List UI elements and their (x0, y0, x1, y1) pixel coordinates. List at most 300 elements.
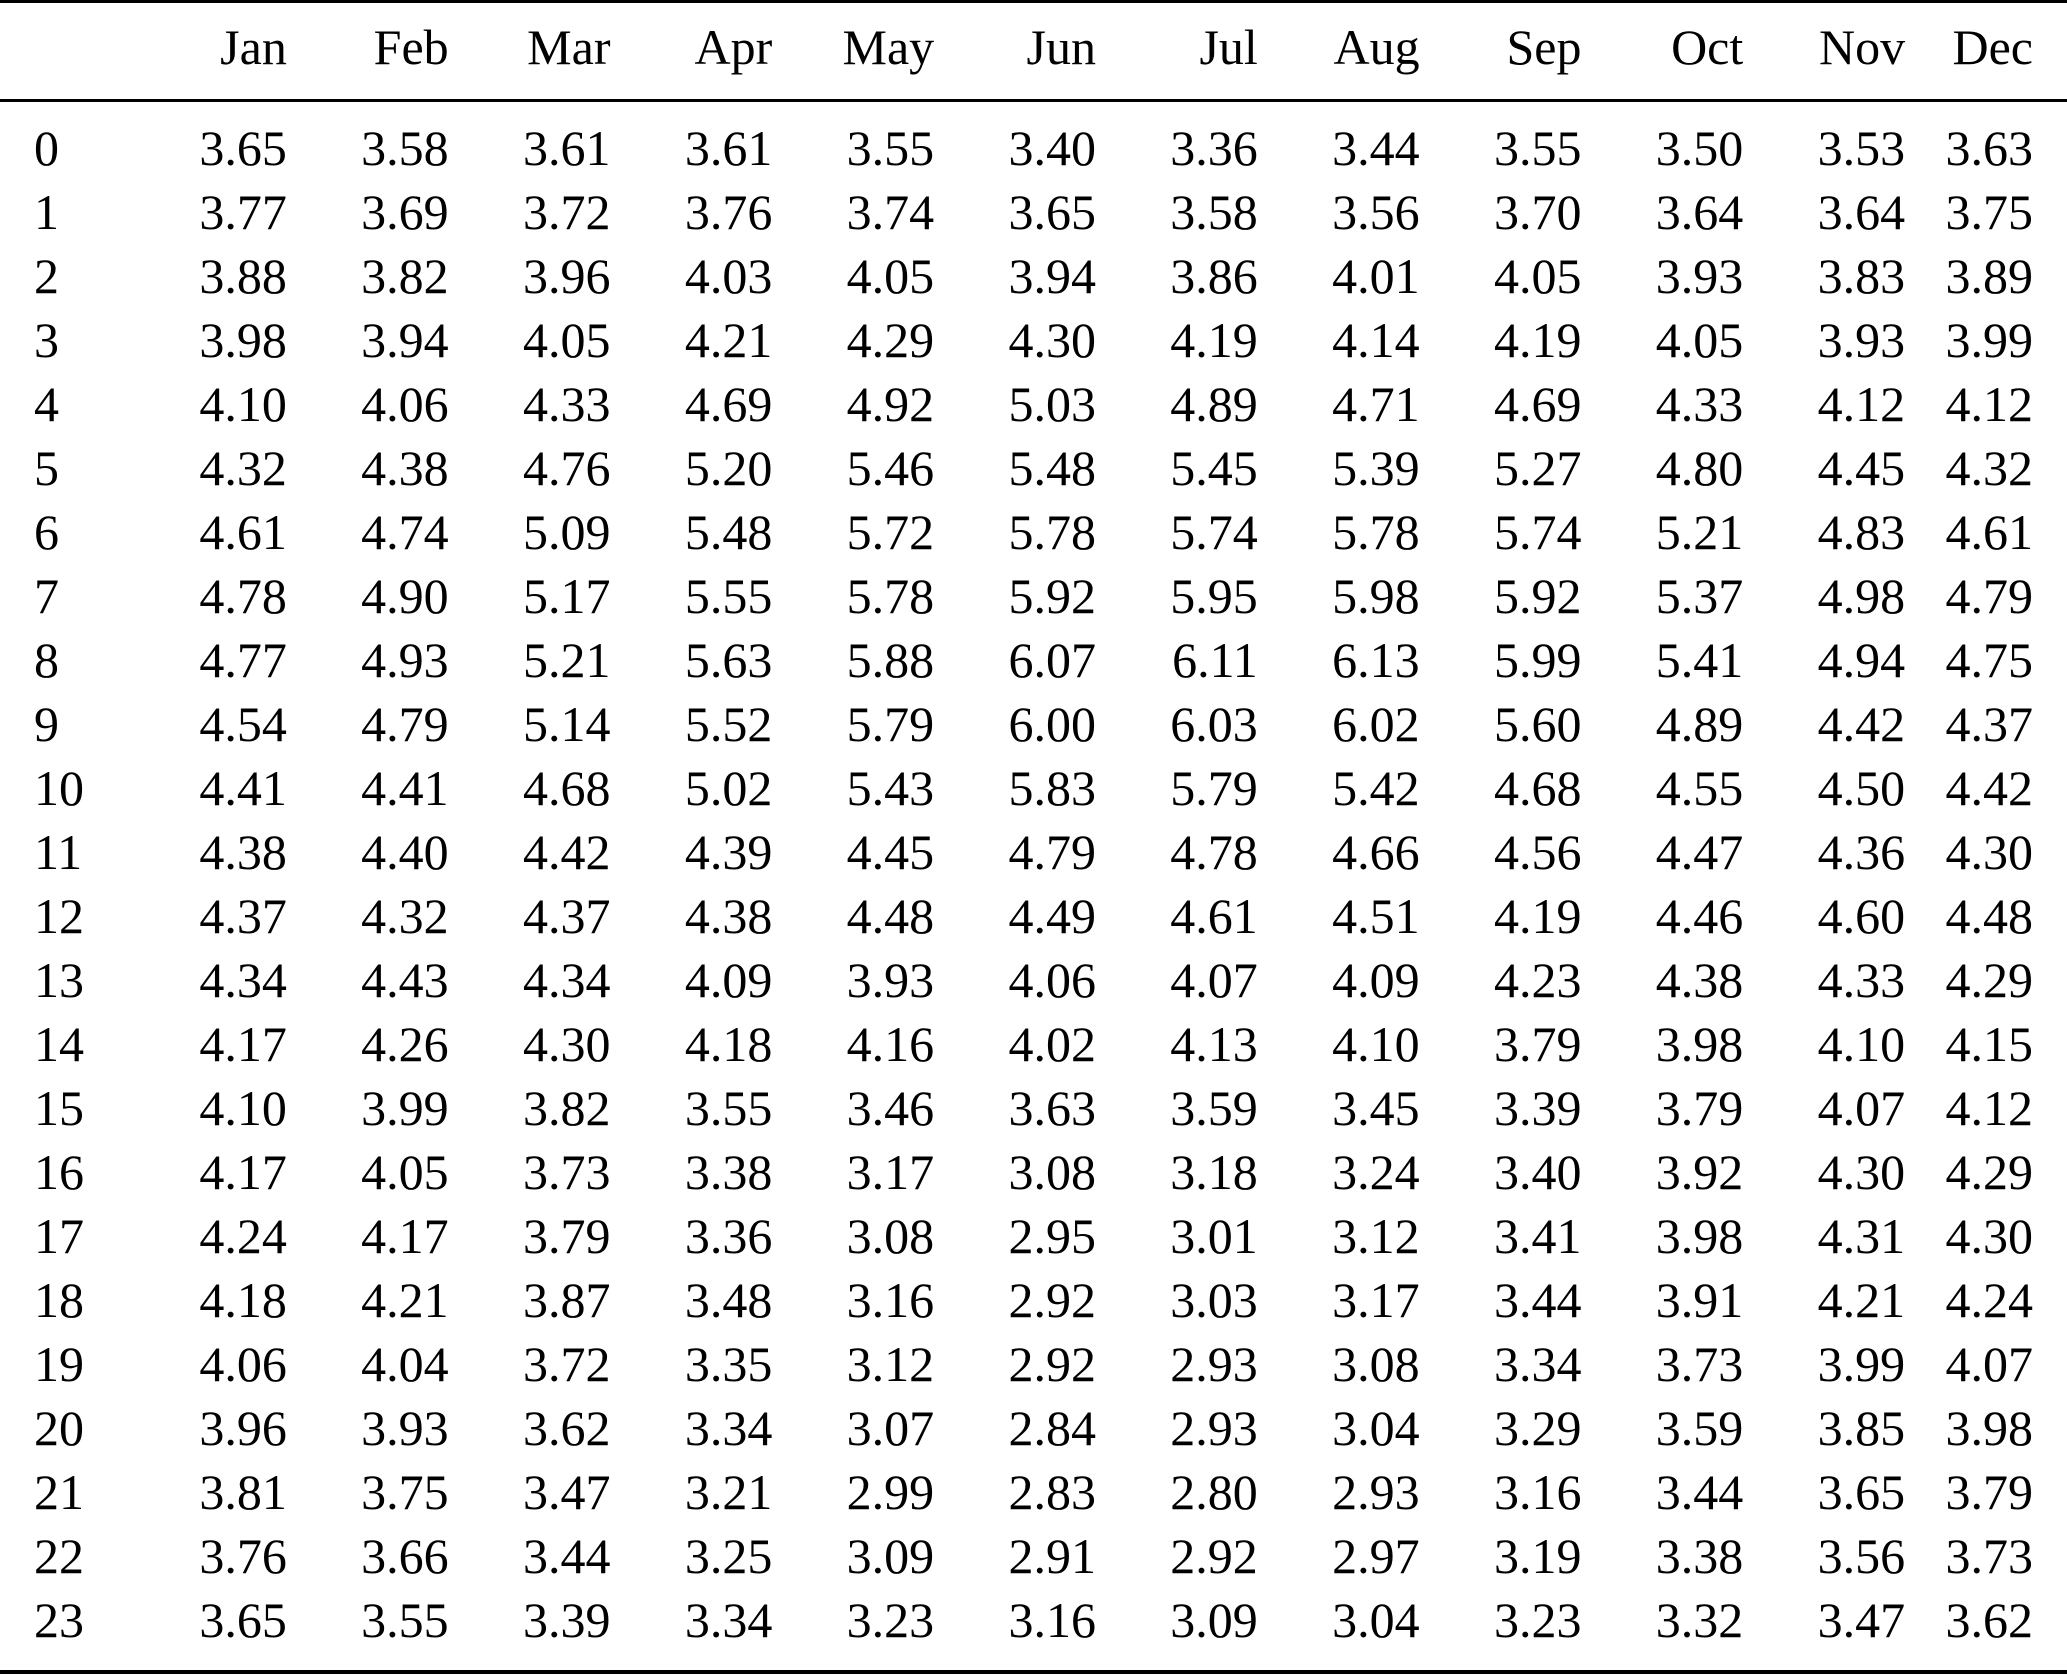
table-cell: 4.42 (1945, 760, 2033, 816)
table-cell: 4.10 (1332, 1016, 1420, 1072)
table-cell: 4.32 (199, 440, 287, 496)
table-cell: 4.07 (1945, 1336, 2033, 1392)
table-cell: 4.06 (1008, 952, 1096, 1008)
table-cell: 4.94 (1817, 632, 1906, 688)
row-label: 23 (34, 1592, 84, 1648)
table-cell: 4.98 (1817, 568, 1906, 624)
table-cell: 3.40 (1493, 1144, 1582, 1200)
table-cell: 3.18 (1170, 1144, 1258, 1200)
table-row (0, 756, 2067, 820)
column-header: Oct (1671, 18, 1744, 75)
table-row (0, 1396, 2067, 1460)
table-cell: 3.23 (1493, 1592, 1582, 1648)
table-cell: 4.51 (1332, 888, 1420, 944)
table-cell: 3.34 (1493, 1336, 1582, 1392)
table-cell: 4.46 (1655, 888, 1744, 944)
table-cell: 3.61 (684, 120, 773, 176)
table-cell: 3.23 (846, 1592, 935, 1648)
table-cell: 4.39 (684, 824, 773, 880)
table-cell: 2.99 (846, 1464, 935, 1520)
table-cell: 3.72 (522, 1336, 611, 1392)
table-cell: 3.09 (846, 1528, 935, 1584)
table-cell: 4.55 (1655, 760, 1744, 816)
table-cell: 4.02 (1008, 1016, 1096, 1072)
table-cell: 3.73 (1655, 1336, 1744, 1392)
table-cell: 3.40 (1008, 120, 1096, 176)
table-cell: 2.93 (1170, 1400, 1258, 1456)
table-cell: 5.72 (846, 504, 935, 560)
table-cell: 4.61 (199, 504, 287, 560)
column-header: Jun (1026, 18, 1096, 75)
table-cell: 2.84 (1008, 1400, 1096, 1456)
table-cell: 3.47 (1817, 1592, 1906, 1648)
table-cell: 4.48 (846, 888, 935, 944)
table-cell: 4.66 (1332, 824, 1420, 880)
table-cell: 4.07 (1170, 952, 1258, 1008)
table-cell: 3.47 (522, 1464, 611, 1520)
table-row (0, 500, 2067, 564)
table-cell: 4.06 (361, 376, 449, 432)
table-cell: 3.96 (522, 248, 611, 304)
column-header: Nov (1819, 18, 1906, 75)
table-cell: 3.61 (522, 120, 611, 176)
table-cell: 3.98 (1945, 1400, 2033, 1456)
table-cell: 3.55 (1493, 120, 1582, 176)
table-row (0, 628, 2067, 692)
table-cell: 3.82 (522, 1080, 611, 1136)
row-label: 11 (34, 824, 83, 880)
table-cell: 5.79 (846, 696, 935, 752)
table-cell: 3.17 (846, 1144, 935, 1200)
table-cell: 3.65 (199, 120, 287, 176)
table-cell: 3.19 (1493, 1528, 1582, 1584)
table-cell: 3.65 (199, 1592, 287, 1648)
table-cell: 4.49 (1008, 888, 1096, 944)
table-cell: 3.04 (1332, 1592, 1420, 1648)
table-cell: 3.16 (1008, 1592, 1096, 1648)
row-label: 18 (34, 1272, 84, 1328)
table-cell: 3.34 (684, 1400, 773, 1456)
table-cell: 4.79 (361, 696, 449, 752)
table-cell: 5.20 (684, 440, 773, 496)
table-cell: 4.32 (361, 888, 449, 944)
table-cell: 4.37 (522, 888, 611, 944)
table-cell: 4.31 (1817, 1208, 1906, 1264)
row-label: 4 (34, 376, 59, 432)
table-cell: 3.07 (846, 1400, 935, 1456)
table-cell: 3.44 (1655, 1464, 1744, 1520)
table-cell: 4.41 (199, 760, 287, 816)
table-cell: 3.50 (1655, 120, 1744, 176)
table-cell: 3.82 (361, 248, 449, 304)
table-cell: 4.10 (199, 376, 287, 432)
table-cell: 3.36 (684, 1208, 773, 1264)
table-cell: 5.99 (1493, 632, 1582, 688)
table-cell: 3.72 (522, 184, 611, 240)
row-label: 15 (34, 1080, 84, 1136)
table-row (0, 884, 2067, 948)
row-label: 10 (34, 760, 84, 816)
table-cell: 3.93 (361, 1400, 449, 1456)
table-cell: 4.10 (199, 1080, 287, 1136)
table-cell: 3.69 (361, 184, 449, 240)
table-cell: 3.29 (1493, 1400, 1582, 1456)
table-cell: 4.30 (1008, 312, 1096, 368)
table-cell: 3.93 (1655, 248, 1744, 304)
table-cell: 4.79 (1945, 568, 2033, 624)
table-cell: 4.76 (522, 440, 611, 496)
table-cell: 3.03 (1170, 1272, 1258, 1328)
table-cell: 5.79 (1170, 760, 1258, 816)
table-cell: 4.74 (361, 504, 449, 560)
table-cell: 4.34 (522, 952, 611, 1008)
table-cell: 3.93 (1817, 312, 1906, 368)
table-cell: 4.33 (1817, 952, 1906, 1008)
table-cell: 4.29 (846, 312, 935, 368)
table-cell: 4.33 (1655, 376, 1744, 432)
table-cell: 3.86 (1170, 248, 1258, 304)
table-cell: 4.42 (522, 824, 611, 880)
table-cell: 4.79 (1008, 824, 1096, 880)
row-label: 21 (34, 1464, 84, 1520)
table-cell: 3.73 (522, 1144, 611, 1200)
table-cell: 3.55 (361, 1592, 449, 1648)
table-cell: 4.40 (361, 824, 449, 880)
table-cell: 3.16 (846, 1272, 935, 1328)
table-cell: 3.75 (361, 1464, 449, 1520)
table-cell: 3.56 (1332, 184, 1420, 240)
table-cell: 4.12 (1817, 376, 1906, 432)
table-cell: 3.59 (1170, 1080, 1258, 1136)
table-cell: 5.78 (1332, 504, 1420, 560)
table-cell: 2.83 (1008, 1464, 1096, 1520)
table-cell: 4.89 (1655, 696, 1744, 752)
table-cell: 4.09 (1332, 952, 1420, 1008)
row-label: 0 (34, 120, 59, 176)
table-cell: 3.79 (1945, 1464, 2033, 1520)
table-cell: 3.79 (522, 1208, 611, 1264)
table-cell: 3.08 (1008, 1144, 1096, 1200)
table-cell: 4.83 (1817, 504, 1906, 560)
table-cell: 3.63 (1008, 1080, 1096, 1136)
table-cell: 4.18 (684, 1016, 773, 1072)
table-cell: 3.38 (684, 1144, 773, 1200)
table-cell: 4.50 (1817, 760, 1906, 816)
table-cell: 4.38 (684, 888, 773, 944)
table-cell: 4.05 (361, 1144, 449, 1200)
table-cell: 3.98 (1655, 1016, 1744, 1072)
table-cell: 4.68 (1493, 760, 1582, 816)
table-cell: 3.55 (684, 1080, 773, 1136)
row-label: 20 (34, 1400, 84, 1456)
table-cell: 3.87 (522, 1272, 611, 1328)
table-row (0, 180, 2067, 244)
table-cell: 3.88 (199, 248, 287, 304)
table-cell: 3.45 (1332, 1080, 1420, 1136)
table-cell: 4.05 (846, 248, 935, 304)
table-cell: 3.58 (1170, 184, 1258, 240)
table-cell: 5.27 (1493, 440, 1582, 496)
table-cell: 3.08 (1332, 1336, 1420, 1392)
table-cell: 4.10 (1817, 1016, 1906, 1072)
table-row (0, 1076, 2067, 1140)
table-cell: 4.30 (1817, 1144, 1906, 1200)
table-cell: 3.12 (846, 1336, 935, 1392)
table-cell: 3.94 (361, 312, 449, 368)
table-cell: 3.39 (522, 1592, 611, 1648)
table-cell: 5.92 (1008, 568, 1096, 624)
column-header: May (842, 18, 935, 75)
table-cell: 2.92 (1008, 1336, 1096, 1392)
table-cell: 4.37 (199, 888, 287, 944)
table-cell: 4.05 (1655, 312, 1744, 368)
table-cell: 4.34 (199, 952, 287, 1008)
row-label: 17 (34, 1208, 84, 1264)
column-header: Jul (1199, 18, 1258, 75)
table-cell: 4.06 (199, 1336, 287, 1392)
table-cell: 3.65 (1008, 184, 1096, 240)
table-cell: 4.03 (684, 248, 773, 304)
table-row (0, 1460, 2067, 1524)
table-cell: 3.48 (684, 1272, 773, 1328)
row-label: 1 (34, 184, 59, 240)
table-cell: 4.21 (684, 312, 773, 368)
table-cell: 3.79 (1493, 1016, 1582, 1072)
row-label: 13 (34, 952, 84, 1008)
table-cell: 3.16 (1493, 1464, 1582, 1520)
table-cell: 3.17 (1332, 1272, 1420, 1328)
table-cell: 4.37 (1945, 696, 2033, 752)
row-label: 9 (34, 696, 59, 752)
table-cell: 3.04 (1332, 1400, 1420, 1456)
table-cell: 2.92 (1008, 1272, 1096, 1328)
table-cell: 5.74 (1493, 504, 1582, 560)
table-row (0, 1588, 2067, 1652)
table-cell: 4.75 (1945, 632, 2033, 688)
row-label: 14 (34, 1016, 84, 1072)
table-cell: 5.48 (1008, 440, 1096, 496)
table-cell: 4.12 (1945, 376, 2033, 432)
table-cell: 4.30 (1945, 824, 2033, 880)
column-header: Feb (373, 18, 449, 75)
table-cell: 5.41 (1655, 632, 1744, 688)
table-cell: 3.98 (1655, 1208, 1744, 1264)
table-cell: 4.05 (522, 312, 611, 368)
row-label: 7 (34, 568, 59, 624)
table-cell: 5.74 (1170, 504, 1258, 560)
table-cell: 6.03 (1170, 696, 1258, 752)
table-cell: 5.88 (846, 632, 935, 688)
table-cell: 3.36 (1170, 120, 1258, 176)
table-cell: 5.02 (684, 760, 773, 816)
table-cell: 3.58 (361, 120, 449, 176)
table-cell: 6.00 (1008, 696, 1096, 752)
table-cell: 4.90 (361, 568, 449, 624)
table-row (0, 692, 2067, 756)
table-row (0, 308, 2067, 372)
table-row (0, 436, 2067, 500)
table-cell: 4.30 (1945, 1208, 2033, 1264)
table-row (0, 820, 2067, 884)
table-cell: 6.07 (1008, 632, 1096, 688)
table-cell: 3.73 (1945, 1528, 2033, 1584)
table-cell: 4.77 (199, 632, 287, 688)
table-cell: 5.78 (846, 568, 935, 624)
table-cell: 4.54 (199, 696, 287, 752)
table-cell: 5.43 (846, 760, 935, 816)
table-cell: 4.92 (846, 376, 935, 432)
table-cell: 3.98 (199, 312, 287, 368)
table-cell: 4.78 (199, 568, 287, 624)
row-label: 2 (34, 248, 59, 304)
table-cell: 5.92 (1493, 568, 1582, 624)
table-cell: 2.91 (1008, 1528, 1096, 1584)
table-body (0, 99, 2067, 1652)
table-cell: 5.45 (1170, 440, 1258, 496)
header-row (0, 0, 2067, 99)
table-cell: 3.34 (684, 1592, 773, 1648)
table-cell: 3.62 (522, 1400, 611, 1456)
column-header: Aug (1333, 18, 1420, 75)
table-row (0, 1204, 2067, 1268)
column-header: Mar (527, 18, 611, 75)
table-cell: 6.13 (1332, 632, 1420, 688)
table-cell: 4.24 (1945, 1272, 2033, 1328)
table-cell: 4.15 (1945, 1016, 2033, 1072)
table-cell: 5.14 (522, 696, 611, 752)
table-cell: 3.65 (1817, 1464, 1906, 1520)
table-cell: 5.98 (1332, 568, 1420, 624)
table-cell: 4.80 (1655, 440, 1744, 496)
table-row (0, 564, 2067, 628)
table-cell: 3.93 (846, 952, 935, 1008)
table-cell: 4.19 (1493, 888, 1582, 944)
table-cell: 4.45 (1817, 440, 1906, 496)
table-cell: 4.14 (1332, 312, 1420, 368)
table-cell: 4.21 (361, 1272, 449, 1328)
table-row (0, 1332, 2067, 1396)
column-header: Sep (1506, 18, 1582, 75)
table-cell: 4.19 (1170, 312, 1258, 368)
table-cell: 4.09 (684, 952, 773, 1008)
table-cell: 5.55 (684, 568, 773, 624)
table-cell: 4.60 (1817, 888, 1906, 944)
table-cell: 3.75 (1945, 184, 2033, 240)
table-cell: 6.11 (1172, 632, 1258, 688)
table-cell: 4.04 (361, 1336, 449, 1392)
table-cell: 3.41 (1493, 1208, 1582, 1264)
row-label: 12 (34, 888, 84, 944)
table-cell: 4.17 (199, 1016, 287, 1072)
table-cell: 3.66 (361, 1528, 449, 1584)
table-cell: 2.93 (1170, 1336, 1258, 1392)
table-cell: 4.21 (1817, 1272, 1906, 1328)
table-cell: 3.12 (1332, 1208, 1420, 1264)
table-cell: 4.61 (1945, 504, 2033, 560)
table-cell: 4.47 (1655, 824, 1744, 880)
table-cell: 3.99 (1817, 1336, 1906, 1392)
table-cell: 5.52 (684, 696, 773, 752)
table-cell: 3.01 (1170, 1208, 1258, 1264)
table-cell: 4.17 (361, 1208, 449, 1264)
table-cell: 3.96 (199, 1400, 287, 1456)
table-cell: 3.25 (684, 1528, 773, 1584)
table-cell: 3.24 (1332, 1144, 1420, 1200)
table-cell: 4.33 (522, 376, 611, 432)
table-cell: 4.17 (199, 1144, 287, 1200)
table-cell: 4.12 (1945, 1080, 2033, 1136)
table-cell: 5.09 (522, 504, 611, 560)
table-cell: 3.99 (1945, 312, 2033, 368)
table-cell: 4.48 (1945, 888, 2033, 944)
table-row (0, 1012, 2067, 1076)
table-cell: 5.42 (1332, 760, 1420, 816)
table-cell: 5.17 (522, 568, 611, 624)
table-cell: 4.18 (199, 1272, 287, 1328)
table-cell: 3.09 (1170, 1592, 1258, 1648)
table-cell: 2.93 (1332, 1464, 1420, 1520)
row-label: 8 (34, 632, 59, 688)
table-row (0, 1268, 2067, 1332)
table-cell: 3.89 (1945, 248, 2033, 304)
table-cell: 5.37 (1655, 568, 1744, 624)
table-cell: 2.80 (1170, 1464, 1258, 1520)
table-row (0, 1140, 2067, 1204)
table-cell: 3.63 (1945, 120, 2033, 176)
table-cell: 5.39 (1332, 440, 1420, 496)
table-cell: 4.93 (361, 632, 449, 688)
table-cell: 3.77 (199, 184, 287, 240)
table-cell: 4.19 (1493, 312, 1582, 368)
column-header: Dec (1952, 18, 2033, 75)
table-cell: 2.97 (1332, 1528, 1420, 1584)
table-cell: 3.21 (684, 1464, 773, 1520)
table-cell: 4.36 (1817, 824, 1906, 880)
table-cell: 3.38 (1655, 1528, 1744, 1584)
table-cell: 4.43 (361, 952, 449, 1008)
table-cell: 4.42 (1817, 696, 1906, 752)
table-cell: 3.53 (1817, 120, 1906, 176)
table-cell: 5.60 (1493, 696, 1582, 752)
table-cell: 3.55 (846, 120, 935, 176)
table-cell: 3.56 (1817, 1528, 1906, 1584)
table-cell: 2.92 (1170, 1528, 1258, 1584)
table-cell: 3.39 (1493, 1080, 1582, 1136)
table-cell: 4.78 (1170, 824, 1258, 880)
table-cell: 3.83 (1817, 248, 1906, 304)
table-cell: 5.48 (684, 504, 773, 560)
spacer-row (0, 99, 2067, 116)
row-label: 3 (34, 312, 59, 368)
table-cell: 3.92 (1655, 1144, 1744, 1200)
table-cell: 4.07 (1817, 1080, 1906, 1136)
row-label: 6 (34, 504, 59, 560)
table-cell: 3.62 (1945, 1592, 2033, 1648)
stub-header (0, 0, 125, 99)
table-cell: 4.05 (1493, 248, 1582, 304)
table-cell: 3.64 (1655, 184, 1744, 240)
table-cell: 4.13 (1170, 1016, 1258, 1072)
column-header: Apr (694, 18, 773, 75)
table-cell: 5.95 (1170, 568, 1258, 624)
table-row (0, 372, 2067, 436)
row-label: 19 (34, 1336, 84, 1392)
table-cell: 3.64 (1817, 184, 1906, 240)
table-cell: 4.38 (1655, 952, 1744, 1008)
table-cell: 4.61 (1170, 888, 1258, 944)
table-cell: 4.32 (1945, 440, 2033, 496)
table-row (0, 1524, 2067, 1588)
